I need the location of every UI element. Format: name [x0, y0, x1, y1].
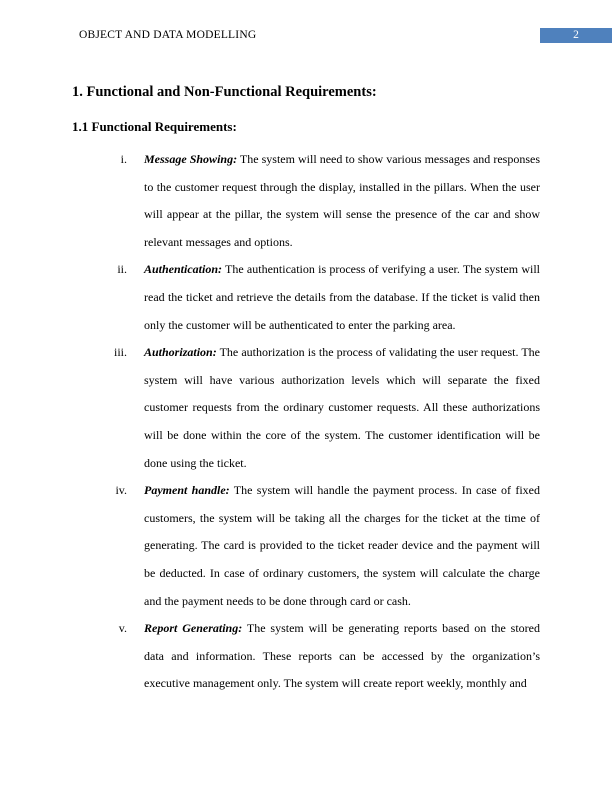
requirement-term: Authorization:	[144, 345, 217, 360]
requirement-item	[0, 146, 612, 256]
requirement-description: The system will handle the payment process. In case of fixed customers, the system will be taking all the charges for the ticket at the time of generating. The card is provided to the ticket reader device and the payment will be deducted. In case of ordinary customers, the system will calculate the charge and the payment needs to be done through card or cash.	[144, 483, 541, 608]
requirement-description: The system will need to show various messages and responses to the customer request through the display, installed in the pillars. When the user will appear at the pillar, the system will sense the presence of the car and show relevant messages and options.	[144, 152, 540, 249]
subsection-title: 1.1 Functional Requirements:	[72, 119, 237, 134]
requirement-term: Report Generating:	[144, 621, 243, 636]
list-numeral: iv.	[115, 483, 127, 498]
requirement-term: Authentication:	[144, 262, 223, 277]
requirement-description: The authorization is the process of validating the user request. The system will have various authorization levels which will separate the fixed customer requests from the ordinary customer requests. All these authorizations will be done within the core of the system. The customer identification will be done using the ticket.	[144, 345, 540, 470]
list-numeral: i.	[120, 152, 127, 166]
requirement-item	[0, 477, 612, 615]
requirement-item	[0, 339, 612, 477]
section-title: 1. Functional and Non-Functional Requirements:	[72, 84, 377, 100]
requirement-description: The authentication is process of verifying a user. The system will read the ticket and retrieve the details from the database. If the ticket is valid then only the customer will be authenticated to enter the parking area.	[144, 262, 540, 332]
requirement-item	[0, 615, 612, 698]
page-number: 2	[540, 28, 612, 43]
list-numeral: iii.	[113, 345, 127, 360]
requirement-text	[144, 477, 540, 615]
requirements-list	[0, 146, 612, 698]
requirement-text	[144, 339, 540, 477]
requirement-text	[144, 146, 540, 256]
requirement-term: Payment handle:	[144, 483, 230, 498]
list-numeral: v.	[118, 621, 127, 636]
list-numeral: ii.	[117, 262, 127, 277]
requirement-description: The system will be generating reports based on the stored data and information. These reports can be accessed by the organization’s executive management only. The system will create report weekly, monthly and	[144, 621, 540, 691]
requirement-text	[144, 615, 540, 698]
requirement-text	[144, 256, 540, 339]
requirement-term: Message Showing:	[144, 152, 238, 166]
requirement-item	[0, 256, 612, 339]
running-head: OBJECT AND DATA MODELLING	[79, 29, 257, 41]
